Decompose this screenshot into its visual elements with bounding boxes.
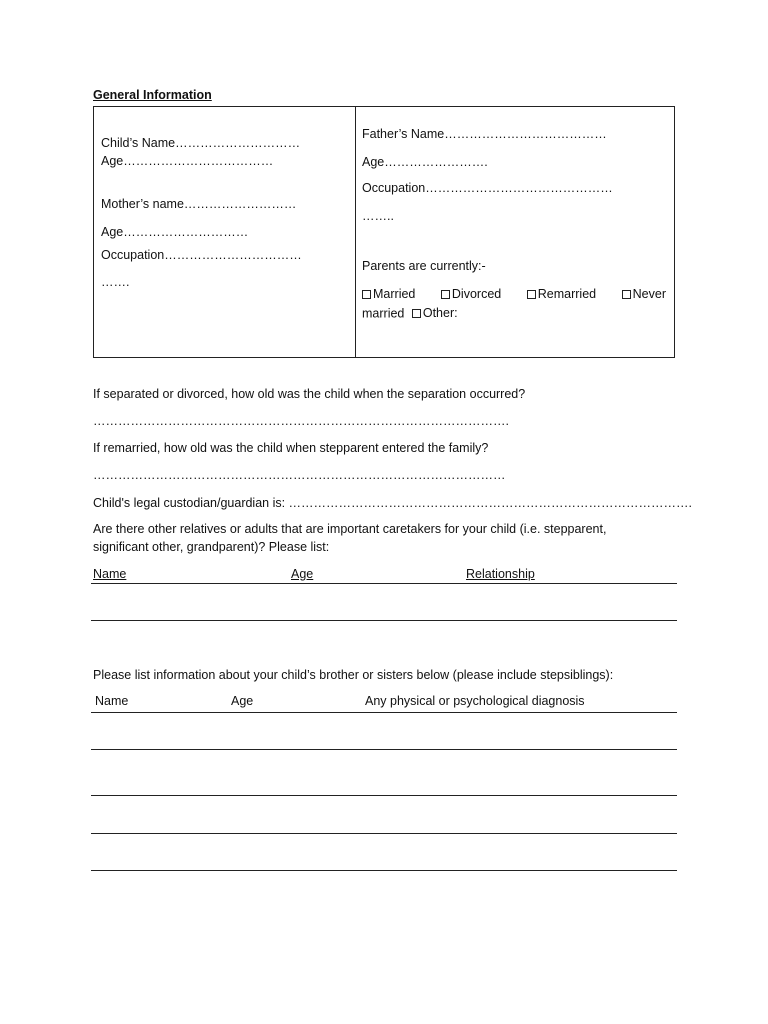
relatives-table-row-line[interactable] (91, 620, 677, 621)
siblings-table-row-line[interactable] (91, 870, 677, 871)
custodian-field[interactable]: Child's legal custodian/guardian is: ……………………………………………………………………………………. (93, 496, 693, 510)
never-married-option[interactable] (622, 287, 666, 301)
other-checkbox[interactable] (412, 309, 421, 318)
never-label: Never (632, 287, 666, 301)
remarried-answer-line[interactable]: ……………………………………………………………………………………… (93, 468, 506, 482)
father-name-field[interactable]: Father’s Name………………………………… (362, 127, 607, 141)
siblings-table-row-line[interactable] (91, 795, 677, 796)
siblings-table-row-line[interactable] (91, 749, 677, 750)
siblings-table-row-line[interactable] (91, 833, 677, 834)
parents-status-row-2 (362, 306, 458, 321)
father-age-field[interactable]: Age……………………. (362, 155, 488, 169)
siblings-header-diagnosis: Any physical or psychological diagnosis (365, 694, 585, 708)
siblings-header-name: Name (95, 694, 129, 708)
separation-question: If separated or divorced, how old was the child when the separation occurred? (93, 387, 526, 401)
remarried-checkbox[interactable] (527, 290, 536, 299)
mother-occupation-continuation: ……. (101, 275, 130, 289)
never-married-label-cont: married (362, 306, 405, 321)
married-option[interactable] (362, 287, 415, 301)
father-occupation-field[interactable]: Occupation……………………………………… (362, 181, 613, 195)
general-info-box (93, 106, 675, 358)
parents-status-label: Parents are currently:- (362, 259, 486, 273)
box-divider (355, 107, 356, 357)
section-heading: General Information (93, 88, 212, 102)
divorced-label: Divorced (451, 287, 502, 301)
other-option[interactable] (412, 306, 458, 320)
relatives-question-line-1: Are there other relatives or adults that are important caretakers for your child (i.e. stepparent, (93, 522, 607, 536)
remarried-question: If remarried, how old was the child when stepparent entered the family? (93, 441, 489, 455)
relatives-header-name: Name (93, 567, 127, 581)
never-married-checkbox[interactable] (622, 290, 631, 299)
married-label: Married (373, 287, 416, 301)
siblings-header-age: Age (231, 694, 254, 708)
divorced-option[interactable] (441, 287, 501, 301)
mother-occupation-field[interactable]: Occupation…………………………… (101, 248, 302, 262)
child-age-field[interactable]: Age……………………………… (101, 154, 274, 168)
mother-age-field[interactable]: Age………………………… (101, 225, 249, 239)
remarried-option[interactable] (527, 287, 596, 301)
parents-status-row-1 (362, 287, 666, 301)
child-name-field[interactable]: Child’s Name………………………… (101, 136, 301, 150)
relatives-header-age: Age (291, 567, 314, 581)
mother-name-field[interactable]: Mother’s name……………………… (101, 197, 297, 211)
siblings-prompt: Please list information about your child’s brother or sisters below (please include stepsiblings): (93, 668, 614, 682)
relatives-header-relationship: Relationship (466, 567, 535, 581)
separation-answer-line[interactable]: ………………………………………………………………………………………. (93, 414, 509, 428)
remarried-label: Remarried (537, 287, 597, 301)
relatives-table-rule (91, 583, 677, 584)
married-checkbox[interactable] (362, 290, 371, 299)
relatives-question-line-2: significant other, grandparent)? Please list: (93, 540, 330, 554)
father-occupation-continuation: …….. (362, 209, 394, 223)
other-label: Other: (422, 306, 458, 320)
siblings-table-rule (91, 712, 677, 713)
divorced-checkbox[interactable] (441, 290, 450, 299)
